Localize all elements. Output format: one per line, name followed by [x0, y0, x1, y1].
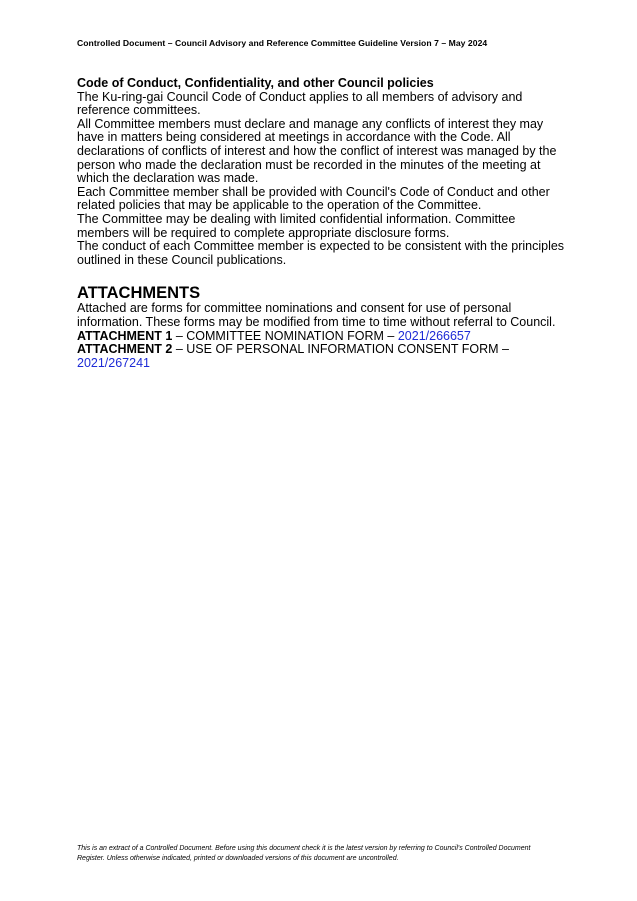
- document-footer: This is an extract of a Controlled Document. Before using this document check it is the latest version by referring to Council's Controlled Document Register. Unless otherwise indicated, printed or downloaded versions of this document are uncontrolled.: [77, 845, 531, 862]
- attachment-item-2: [77, 343, 567, 370]
- attachment-reference-link[interactable]: 2021/267241: [77, 355, 150, 370]
- paragraph-confidential-information: The Committee may be dealing with limited confidential information. Committee members will be required to complete appropriate disclosure forms.: [77, 211, 516, 240]
- attachment-label: ATTACHMENT 1: [77, 328, 173, 343]
- section-heading-code-of-conduct: Code of Conduct, Confidentiality, and other Council policies: [77, 76, 434, 90]
- paragraph-conduct-consistent: The conduct of each Committee member is expected to be consistent with the principles outlined in these Council publications.: [77, 239, 565, 267]
- attachment-label: ATTACHMENT 2: [77, 342, 173, 357]
- attachment-item-1: [77, 330, 567, 344]
- attachment-reference-link[interactable]: 2021/266657: [397, 328, 471, 343]
- attachment-description: – USE OF PERSONAL INFORMATION CONSENT FORM –: [172, 342, 509, 357]
- attachments-intro: Attached are forms for committee nominations and consent for use of personal information. These forms may be modified from time to time without referral to Council.: [77, 301, 556, 329]
- attachments-heading: ATTACHMENTS: [77, 284, 201, 303]
- document-header: Controlled Document – Council Advisory and Reference Committee Guideline Version 7 – May 2024: [77, 38, 488, 48]
- paragraph-conflicts-of-interest: All Committee members must declare and manage any conflicts of interest they may have in matters being considered at meetings in accordance with the Code. All declarations of conflicts of interest and how the conflict of interest was managed by the person who made the declaration must be recorded in the minutes of the meeting at which the declaration was made.: [77, 116, 557, 186]
- paragraph-code-applies: The Ku-ring-gai Council Code of Conduct applies to all members of advisory and reference committees.: [77, 89, 523, 118]
- document-body: [77, 77, 567, 370]
- attachment-description: – COMMITTEE NOMINATION FORM –: [172, 328, 398, 343]
- paragraph-policies-provided: Each Committee member shall be provided with Council's Code of Conduct and other related policies that may be applicable to the operation of the Committee.: [77, 184, 550, 213]
